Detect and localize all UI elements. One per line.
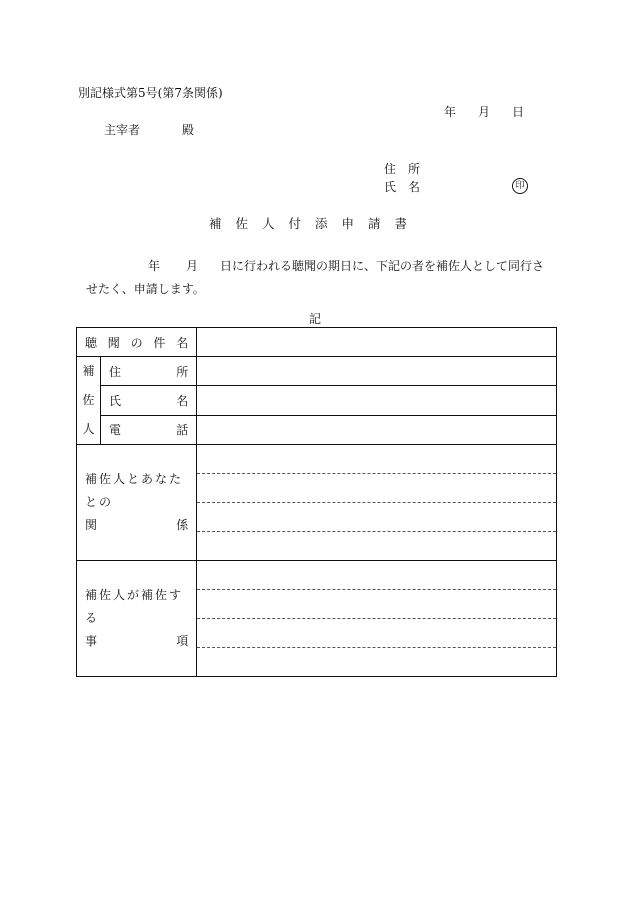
addressee	[104, 124, 194, 136]
assistant-phone-field[interactable]	[197, 415, 557, 444]
application-table	[76, 327, 557, 677]
assistant-group-label	[77, 357, 101, 445]
case-name-field[interactable]	[197, 328, 557, 357]
assistant-name-field[interactable]	[197, 386, 557, 415]
assistant-name-row	[77, 386, 557, 415]
date-line	[444, 106, 524, 118]
applicant-name-label: 氏 名	[384, 180, 421, 194]
addressee-name: 主宰者	[104, 123, 141, 137]
date-day-label: 日	[512, 105, 525, 119]
matters-row	[77, 561, 557, 677]
matters-label-line1: 補佐人が補佐する	[85, 588, 184, 625]
body-year: 年	[148, 259, 161, 273]
assistant-group-char: 補	[82, 364, 95, 378]
ki-heading: 記	[308, 312, 321, 326]
matters-field[interactable]	[197, 561, 557, 677]
case-name-row	[77, 328, 557, 357]
case-name-label: 聴聞の件名	[85, 335, 189, 350]
assistant-group-char: 人	[82, 422, 95, 436]
assistant-address-field[interactable]	[197, 357, 557, 386]
assistant-name-label: 氏名	[109, 393, 189, 408]
date-year-label: 年	[444, 105, 457, 119]
dotted-line	[197, 503, 556, 532]
relationship-label-line1: 補佐人とあなたとの	[85, 472, 184, 509]
applicant-address-label: 住 所	[384, 162, 421, 176]
assistant-phone-row	[77, 415, 557, 444]
matters-label-line2: 事項	[85, 634, 189, 648]
dotted-line	[197, 532, 556, 560]
date-month-label: 月	[478, 105, 491, 119]
assistant-address-row	[77, 357, 557, 386]
body-month: 月	[186, 259, 199, 273]
dotted-line	[197, 648, 556, 676]
relationship-label-line2: 関係	[85, 518, 189, 532]
assistant-address-label: 住所	[109, 364, 189, 379]
body-text	[86, 255, 556, 301]
body-sentence: 日に行われる聴聞の期日に、下記の者を補佐人として同行させたく、申請します。	[86, 259, 545, 296]
dotted-line	[197, 445, 556, 474]
relationship-field[interactable]	[197, 445, 557, 561]
addressee-honorific: 殿	[182, 123, 195, 137]
dotted-line	[197, 590, 556, 619]
dotted-line	[197, 474, 556, 503]
assistant-phone-label: 電話	[109, 423, 189, 438]
form-id: 別記様式第5号(第7条関係)	[78, 86, 223, 100]
seal-icon: 印	[512, 178, 528, 194]
relationship-row	[77, 445, 557, 561]
dotted-line	[197, 561, 556, 590]
dotted-line	[197, 619, 556, 648]
assistant-group-char: 佐	[82, 393, 95, 407]
document-title: 補佐人付添申請書	[208, 216, 421, 231]
